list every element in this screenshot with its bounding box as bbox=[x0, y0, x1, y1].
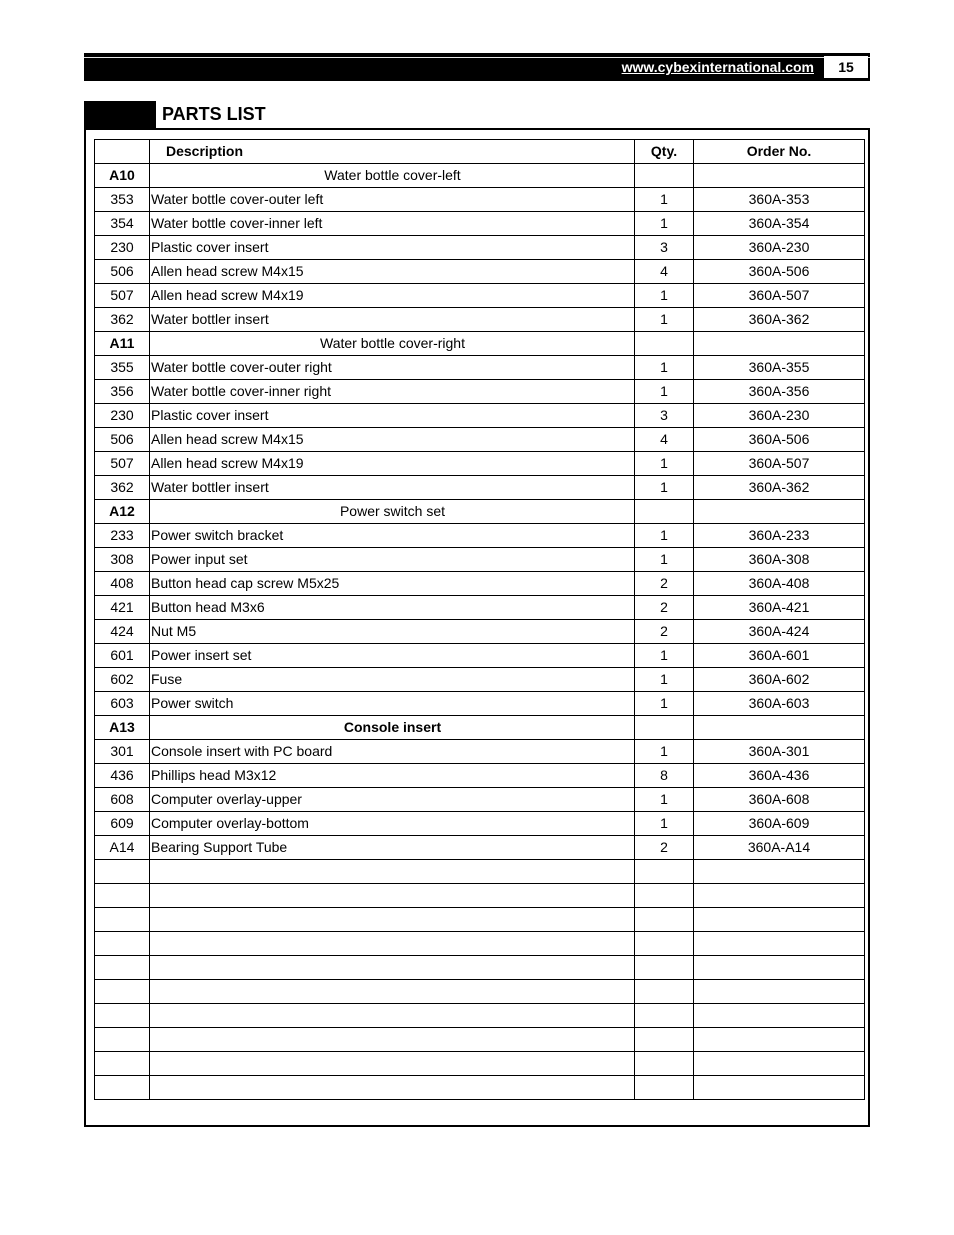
qty-cell bbox=[635, 716, 694, 740]
website-link[interactable]: www.cybexinternational.com bbox=[621, 59, 814, 75]
part-number-cell: 436 bbox=[95, 764, 150, 788]
qty-cell: 1 bbox=[635, 188, 694, 212]
description-cell bbox=[150, 956, 635, 980]
section-tab bbox=[84, 101, 156, 129]
part-number-cell: 362 bbox=[95, 476, 150, 500]
part-number-cell: 602 bbox=[95, 668, 150, 692]
table-row bbox=[95, 548, 865, 572]
qty-cell: 1 bbox=[635, 284, 694, 308]
qty-cell bbox=[635, 884, 694, 908]
table-row bbox=[95, 212, 865, 236]
part-number-cell: A14 bbox=[95, 836, 150, 860]
part-number-cell bbox=[95, 956, 150, 980]
table-row bbox=[95, 668, 865, 692]
qty-cell: 1 bbox=[635, 740, 694, 764]
parts-table bbox=[94, 139, 865, 1100]
table-row bbox=[95, 740, 865, 764]
table-row bbox=[95, 884, 865, 908]
page-number: 15 bbox=[824, 56, 868, 78]
part-number-cell bbox=[95, 1052, 150, 1076]
part-number-cell: 603 bbox=[95, 692, 150, 716]
description-cell: Computer overlay-bottom bbox=[150, 812, 635, 836]
description-cell: Power input set bbox=[150, 548, 635, 572]
part-number-cell: 421 bbox=[95, 596, 150, 620]
part-number-cell bbox=[95, 908, 150, 932]
order-number-cell: 360A-421 bbox=[694, 596, 865, 620]
table-row bbox=[95, 596, 865, 620]
order-number-cell: 360A-507 bbox=[694, 284, 865, 308]
table-row bbox=[95, 1004, 865, 1028]
qty-cell: 1 bbox=[635, 524, 694, 548]
table-row bbox=[95, 524, 865, 548]
order-number-cell: 360A-233 bbox=[694, 524, 865, 548]
description-cell bbox=[150, 1076, 635, 1100]
description-cell: Water bottler insert bbox=[150, 476, 635, 500]
description-cell: Power switch set bbox=[150, 500, 635, 524]
order-number-cell bbox=[694, 956, 865, 980]
table-row bbox=[95, 404, 865, 428]
description-cell: Fuse bbox=[150, 668, 635, 692]
qty-cell bbox=[635, 332, 694, 356]
part-number-cell: 506 bbox=[95, 428, 150, 452]
order-number-cell bbox=[694, 716, 865, 740]
order-number-cell bbox=[694, 932, 865, 956]
order-number-cell bbox=[694, 1076, 865, 1100]
qty-cell bbox=[635, 164, 694, 188]
part-number-cell bbox=[95, 932, 150, 956]
qty-cell: 3 bbox=[635, 236, 694, 260]
order-number-cell: 360A-608 bbox=[694, 788, 865, 812]
table-row bbox=[95, 860, 865, 884]
description-cell: Water bottle cover-inner left bbox=[150, 212, 635, 236]
table-row bbox=[95, 1076, 865, 1100]
part-number-cell: 230 bbox=[95, 404, 150, 428]
part-number-cell bbox=[95, 1028, 150, 1052]
part-number-cell bbox=[95, 980, 150, 1004]
order-number-cell bbox=[694, 908, 865, 932]
order-number-cell: 360A-601 bbox=[694, 644, 865, 668]
part-number-cell: 353 bbox=[95, 188, 150, 212]
table-row bbox=[95, 932, 865, 956]
description-cell: Water bottle cover-outer right bbox=[150, 356, 635, 380]
part-number-cell: 362 bbox=[95, 308, 150, 332]
table-row bbox=[95, 788, 865, 812]
qty-cell: 4 bbox=[635, 428, 694, 452]
description-cell: Allen head screw M4x15 bbox=[150, 260, 635, 284]
part-number-cell bbox=[95, 1004, 150, 1028]
table-row bbox=[95, 836, 865, 860]
description-cell: Water bottle cover-left bbox=[150, 164, 635, 188]
table-row bbox=[95, 764, 865, 788]
table-row bbox=[95, 428, 865, 452]
part-number-cell: A11 bbox=[95, 332, 150, 356]
table-row bbox=[95, 380, 865, 404]
column-header-number bbox=[95, 140, 150, 164]
table-header-row bbox=[95, 140, 865, 164]
qty-cell: 1 bbox=[635, 548, 694, 572]
order-number-cell bbox=[694, 980, 865, 1004]
table-row bbox=[95, 572, 865, 596]
description-cell: Water bottle cover-right bbox=[150, 332, 635, 356]
part-number-cell: 408 bbox=[95, 572, 150, 596]
table-row bbox=[95, 1028, 865, 1052]
order-number-cell: 360A-603 bbox=[694, 692, 865, 716]
table-row bbox=[95, 188, 865, 212]
description-cell bbox=[150, 980, 635, 1004]
description-cell: Plastic cover insert bbox=[150, 236, 635, 260]
part-number-cell bbox=[95, 860, 150, 884]
table-row bbox=[95, 644, 865, 668]
order-number-cell: 360A-354 bbox=[694, 212, 865, 236]
order-number-cell bbox=[694, 164, 865, 188]
part-number-cell bbox=[95, 1076, 150, 1100]
qty-cell: 2 bbox=[635, 620, 694, 644]
part-number-cell: 356 bbox=[95, 380, 150, 404]
part-number-cell: 308 bbox=[95, 548, 150, 572]
description-cell bbox=[150, 1004, 635, 1028]
table-row bbox=[95, 980, 865, 1004]
description-cell bbox=[150, 1052, 635, 1076]
part-number-cell bbox=[95, 884, 150, 908]
table-row bbox=[95, 236, 865, 260]
part-number-cell: 354 bbox=[95, 212, 150, 236]
column-header-description: Description bbox=[150, 140, 635, 164]
order-number-cell: 360A-362 bbox=[694, 476, 865, 500]
order-number-cell: 360A-A14 bbox=[694, 836, 865, 860]
qty-cell: 1 bbox=[635, 644, 694, 668]
part-number-cell: 301 bbox=[95, 740, 150, 764]
qty-cell: 3 bbox=[635, 404, 694, 428]
description-cell bbox=[150, 1028, 635, 1052]
order-number-cell bbox=[694, 884, 865, 908]
description-cell: Allen head screw M4x19 bbox=[150, 452, 635, 476]
description-cell: Bearing Support Tube bbox=[150, 836, 635, 860]
qty-cell: 1 bbox=[635, 356, 694, 380]
order-number-cell: 360A-355 bbox=[694, 356, 865, 380]
description-cell: Console insert bbox=[150, 716, 635, 740]
header-rule bbox=[84, 57, 870, 58]
part-number-cell: 355 bbox=[95, 356, 150, 380]
description-cell bbox=[150, 884, 635, 908]
qty-cell: 2 bbox=[635, 572, 694, 596]
part-number-cell: 608 bbox=[95, 788, 150, 812]
column-header-qty: Qty. bbox=[635, 140, 694, 164]
qty-cell bbox=[635, 908, 694, 932]
qty-cell bbox=[635, 1076, 694, 1100]
order-number-cell: 360A-230 bbox=[694, 404, 865, 428]
part-number-cell: 507 bbox=[95, 452, 150, 476]
table-row bbox=[95, 260, 865, 284]
part-number-cell: 601 bbox=[95, 644, 150, 668]
part-number-cell: 507 bbox=[95, 284, 150, 308]
order-number-cell: 360A-308 bbox=[694, 548, 865, 572]
table-row bbox=[95, 452, 865, 476]
table-row bbox=[95, 956, 865, 980]
description-cell: Water bottler insert bbox=[150, 308, 635, 332]
part-number-cell: 424 bbox=[95, 620, 150, 644]
table-row bbox=[95, 812, 865, 836]
qty-cell bbox=[635, 932, 694, 956]
description-cell: Allen head screw M4x15 bbox=[150, 428, 635, 452]
order-number-cell: 360A-362 bbox=[694, 308, 865, 332]
table-row bbox=[95, 476, 865, 500]
qty-cell: 1 bbox=[635, 452, 694, 476]
order-number-cell: 360A-356 bbox=[694, 380, 865, 404]
qty-cell bbox=[635, 860, 694, 884]
qty-cell: 1 bbox=[635, 692, 694, 716]
order-number-cell: 360A-436 bbox=[694, 764, 865, 788]
header-bar bbox=[84, 53, 870, 81]
order-number-cell bbox=[694, 1052, 865, 1076]
order-number-cell bbox=[694, 1004, 865, 1028]
part-number-cell: 609 bbox=[95, 812, 150, 836]
description-cell bbox=[150, 932, 635, 956]
table-row bbox=[95, 908, 865, 932]
qty-cell: 1 bbox=[635, 668, 694, 692]
description-cell: Phillips head M3x12 bbox=[150, 764, 635, 788]
part-number-cell: A13 bbox=[95, 716, 150, 740]
qty-cell: 4 bbox=[635, 260, 694, 284]
order-number-cell: 360A-507 bbox=[694, 452, 865, 476]
description-cell: Power switch bracket bbox=[150, 524, 635, 548]
order-number-cell: 360A-301 bbox=[694, 740, 865, 764]
order-number-cell bbox=[694, 500, 865, 524]
order-number-cell: 360A-506 bbox=[694, 428, 865, 452]
table-row bbox=[95, 284, 865, 308]
order-number-cell bbox=[694, 860, 865, 884]
column-header-order-no: Order No. bbox=[694, 140, 865, 164]
table-row bbox=[95, 1052, 865, 1076]
qty-cell: 1 bbox=[635, 212, 694, 236]
description-cell: Console insert with PC board bbox=[150, 740, 635, 764]
part-number-cell: 506 bbox=[95, 260, 150, 284]
order-number-cell bbox=[694, 332, 865, 356]
qty-cell: 1 bbox=[635, 788, 694, 812]
table-row bbox=[95, 692, 865, 716]
qty-cell bbox=[635, 500, 694, 524]
qty-cell: 1 bbox=[635, 812, 694, 836]
description-cell: Power insert set bbox=[150, 644, 635, 668]
order-number-cell: 360A-609 bbox=[694, 812, 865, 836]
qty-cell: 2 bbox=[635, 596, 694, 620]
order-number-cell: 360A-408 bbox=[694, 572, 865, 596]
table-row bbox=[95, 356, 865, 380]
section-title: PARTS LIST bbox=[162, 104, 266, 124]
description-cell: Allen head screw M4x19 bbox=[150, 284, 635, 308]
table-group-row bbox=[95, 716, 865, 740]
qty-cell bbox=[635, 1052, 694, 1076]
qty-cell: 1 bbox=[635, 308, 694, 332]
part-number-cell: A12 bbox=[95, 500, 150, 524]
qty-cell bbox=[635, 1028, 694, 1052]
qty-cell: 8 bbox=[635, 764, 694, 788]
part-number-cell: A10 bbox=[95, 164, 150, 188]
table-row bbox=[95, 308, 865, 332]
order-number-cell: 360A-424 bbox=[694, 620, 865, 644]
description-cell: Nut M5 bbox=[150, 620, 635, 644]
qty-cell: 2 bbox=[635, 836, 694, 860]
order-number-cell: 360A-602 bbox=[694, 668, 865, 692]
order-number-cell: 360A-506 bbox=[694, 260, 865, 284]
table-row bbox=[95, 620, 865, 644]
qty-cell bbox=[635, 980, 694, 1004]
qty-cell: 1 bbox=[635, 380, 694, 404]
table-group-row bbox=[95, 164, 865, 188]
order-number-cell: 360A-230 bbox=[694, 236, 865, 260]
order-number-cell: 360A-353 bbox=[694, 188, 865, 212]
description-cell bbox=[150, 860, 635, 884]
order-number-cell bbox=[694, 1028, 865, 1052]
table-group-row bbox=[95, 332, 865, 356]
qty-cell bbox=[635, 1004, 694, 1028]
description-cell: Button head M3x6 bbox=[150, 596, 635, 620]
description-cell: Button head cap screw M5x25 bbox=[150, 572, 635, 596]
description-cell: Water bottle cover-inner right bbox=[150, 380, 635, 404]
qty-cell: 1 bbox=[635, 476, 694, 500]
description-cell: Power switch bbox=[150, 692, 635, 716]
part-number-cell: 233 bbox=[95, 524, 150, 548]
description-cell: Water bottle cover-outer left bbox=[150, 188, 635, 212]
qty-cell bbox=[635, 956, 694, 980]
part-number-cell: 230 bbox=[95, 236, 150, 260]
table-group-row bbox=[95, 500, 865, 524]
description-cell: Plastic cover insert bbox=[150, 404, 635, 428]
description-cell bbox=[150, 908, 635, 932]
description-cell: Computer overlay-upper bbox=[150, 788, 635, 812]
